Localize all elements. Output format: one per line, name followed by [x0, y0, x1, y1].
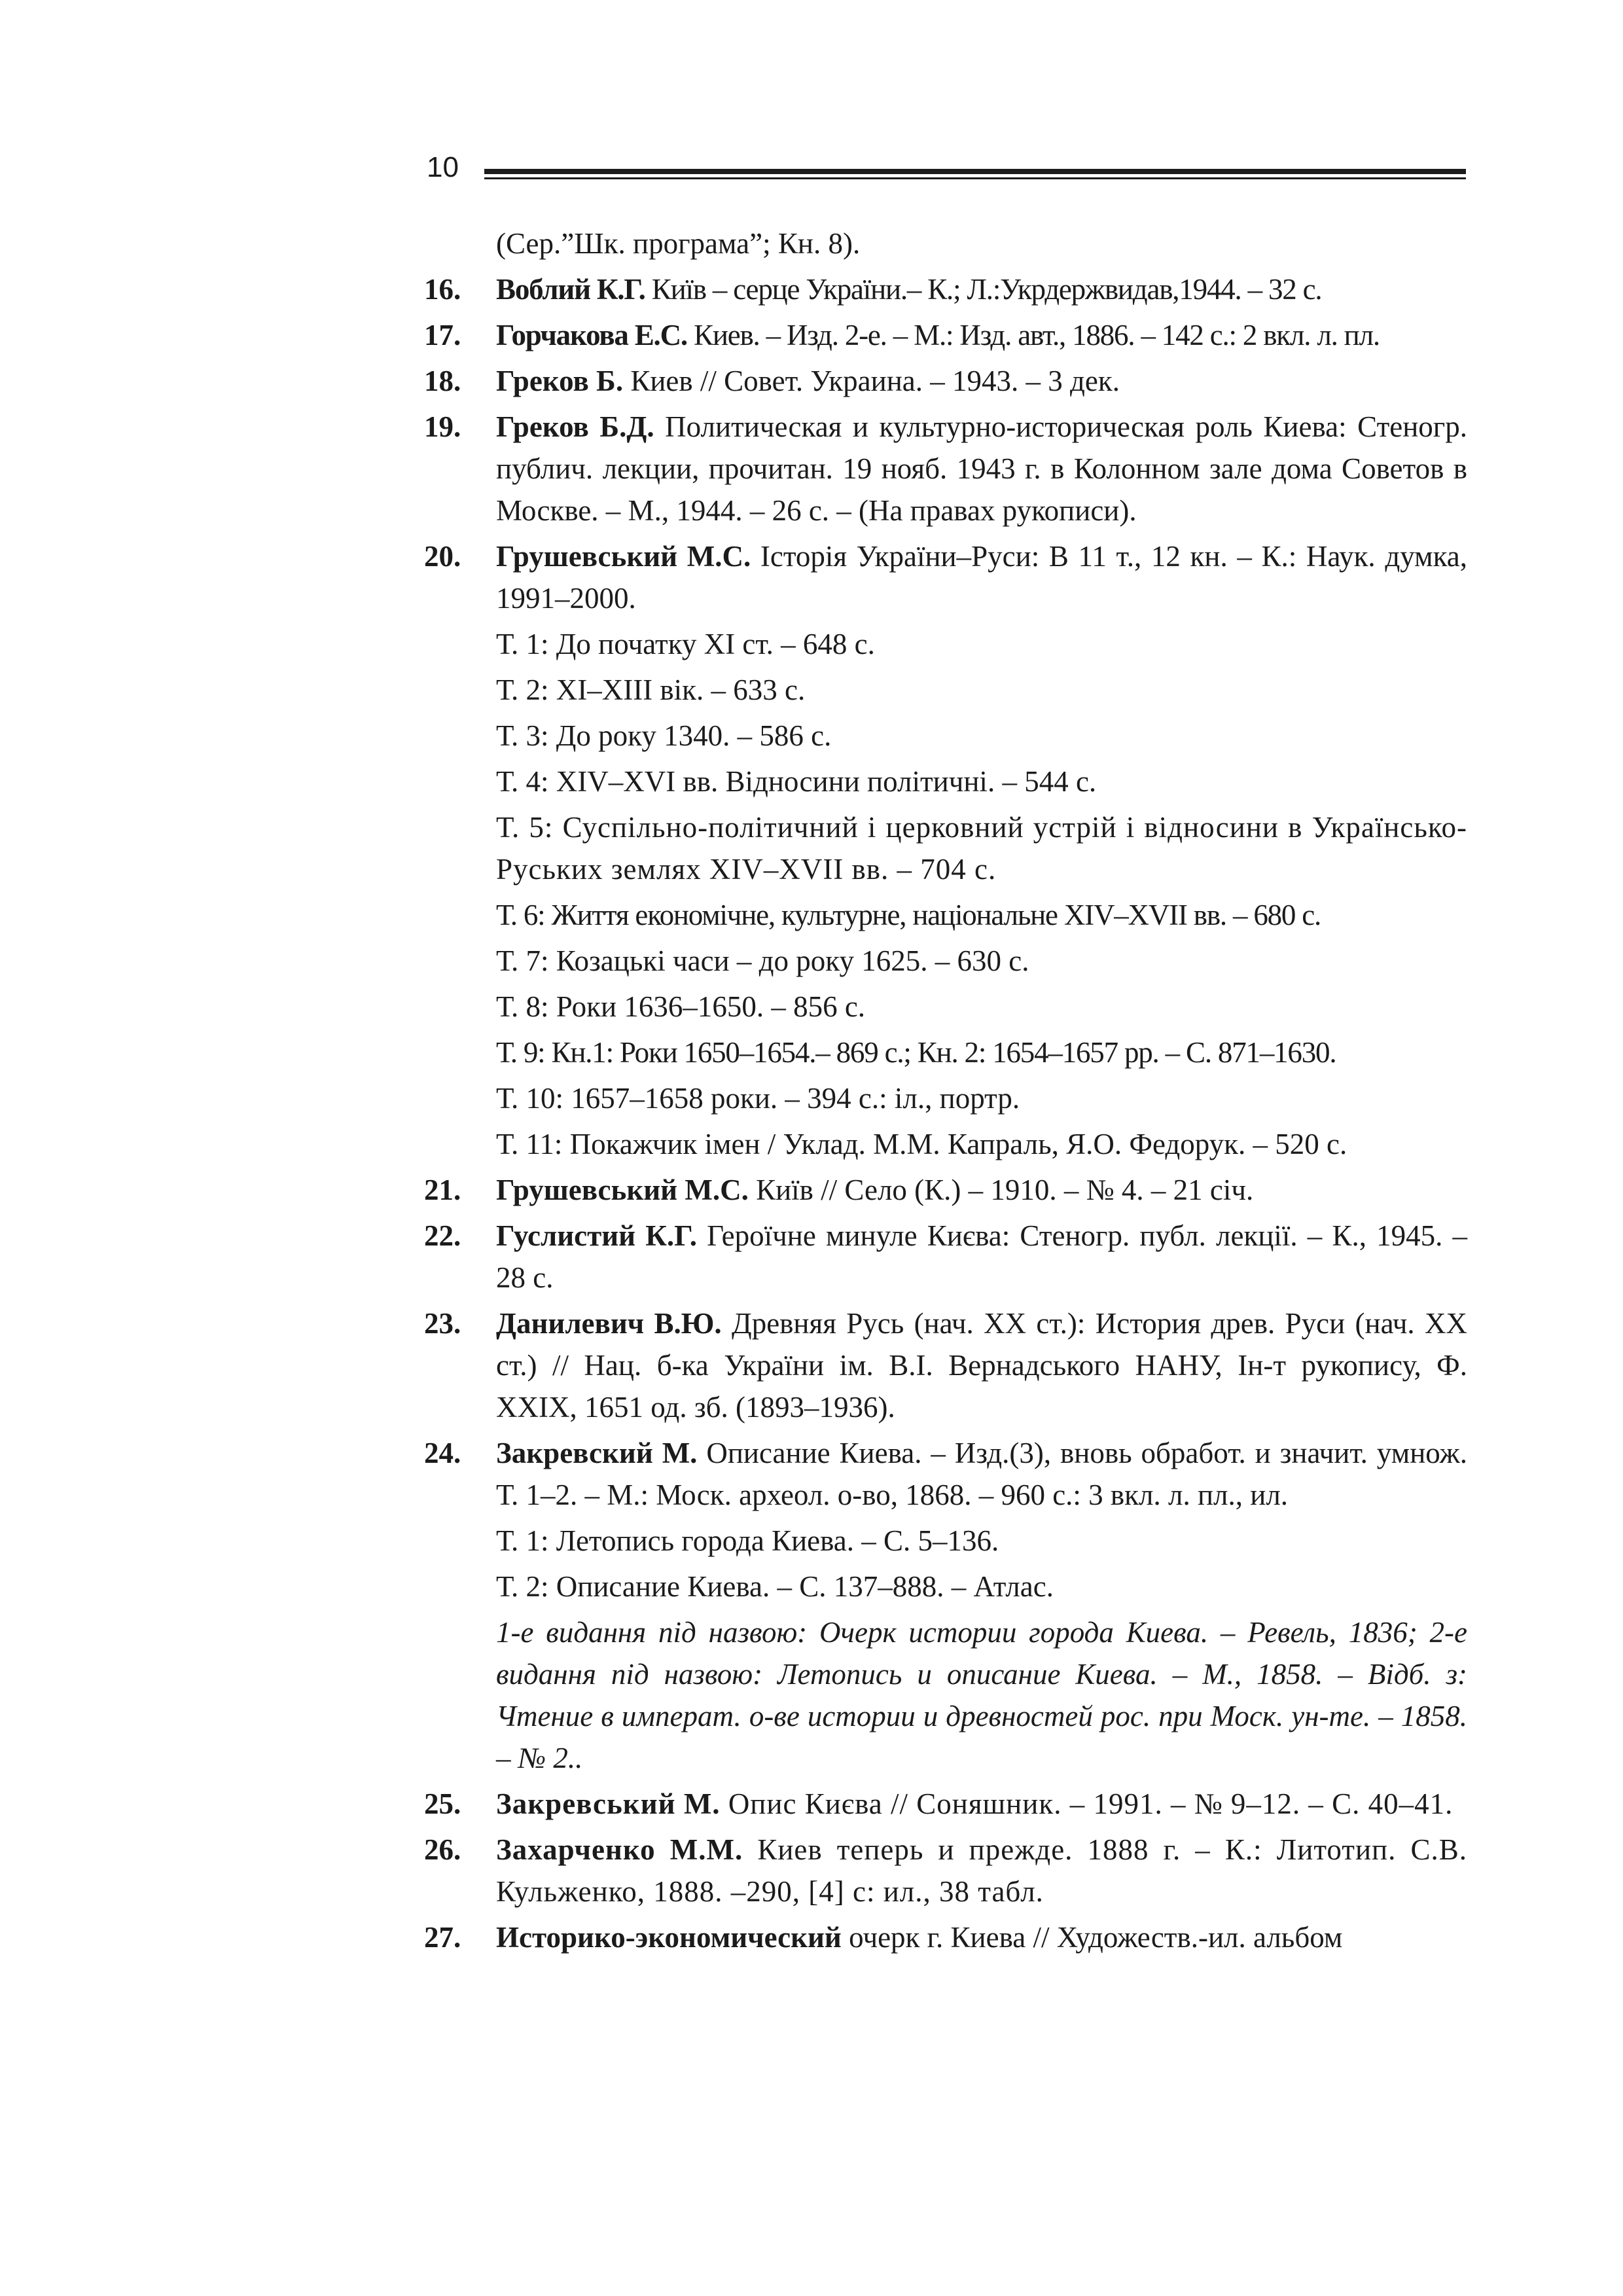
entry-text — [496, 535, 1467, 619]
entry-author: Горчакова Е.С. — [496, 319, 687, 351]
continuation-line: (Сер.”Шк. програма”; Кн. 8). — [496, 227, 861, 260]
bib-entry-16 — [424, 268, 1467, 310]
entry-text — [496, 1432, 1467, 1516]
entry-description: Героїчне минуле Києва: Стеногр. публ. лекції. – К., 1945. – 28 с. — [496, 1219, 1467, 1294]
bib-entry-19 — [424, 406, 1467, 531]
entry-number: 27. — [424, 1921, 461, 1954]
entry-description: Древняя Русь (нач. XX ст.): История древ. Руси (нач. XX ст.) // Нац. б-ка України ім. В.І. Вернадського НАНУ, Ін-т рукопису, Ф. XXIX, 1651 од. зб. (1893–1936). — [496, 1307, 1467, 1424]
bib-entry-23 — [424, 1302, 1467, 1428]
entry-author: Историко-экономический — [496, 1921, 842, 1954]
entry-description: Киев теперь и прежде. 1888 г. – К.: Литотип. С.В. Кульженко, 1888. –290, [4] с: ил., 38 табл. — [496, 1833, 1467, 1908]
volume-line: Т. 5: Суспільно-політичний і церковний устрій і відносини в Українсько-Руських землях XIV–XVII вв. – 704 с. — [496, 811, 1467, 886]
entry-description: Київ // Село (К.) – 1910. – № 4. – 21 січ. — [748, 1174, 1254, 1206]
bib-entry-27 — [424, 1916, 1467, 1958]
bib-entry-24 — [424, 1432, 1467, 1516]
volume-line: Т. 1: Летопись города Киева. – С. 5–136. — [496, 1524, 999, 1557]
entry-number: 25. — [424, 1787, 461, 1820]
header-rule-thick — [484, 169, 1466, 174]
volume-line: Т. 9: Кн.1: Роки 1650–1654.– 869 с.; Кн. 2: 1654–1657 рр. – С. 871–1630. — [496, 1036, 1336, 1069]
volume-line: Т. 11: Покажчик імен / Уклад. М.М. Капраль, Я.О. Федорук. – 520 с. — [496, 1128, 1347, 1160]
entry-description: очерк г. Киева // Художеств.-ил. альбом — [841, 1921, 1343, 1954]
entry-author: Воблий К.Г. — [496, 273, 645, 306]
volume-line: Т. 6: Життя економічне, культурне, національне XIV–XVII вв. – 680 с. — [496, 899, 1321, 931]
volume-line: Т. 1: До початку XI ст. – 648 с. — [496, 628, 875, 660]
entry-text — [496, 1783, 1467, 1825]
bib-entry-20 — [424, 535, 1467, 619]
bib-entry-18 — [424, 360, 1467, 402]
volume-line: Т. 7: Козацькі часи – до року 1625. – 630 с. — [496, 944, 1029, 977]
entry-number: 21. — [424, 1174, 461, 1206]
entry-text — [496, 406, 1467, 531]
entry-description: Киев. – Изд. 2-е. – М.: Изд. авт., 1886. – 142 с.: 2 вкл. л. пл. — [687, 319, 1380, 351]
entry-author: Закревський М. — [496, 1787, 721, 1820]
entry-author: Грушевський М.С. — [496, 1174, 749, 1206]
entry-author: Данилевич В.Ю. — [496, 1307, 722, 1340]
volume-line: Т. 4: XIV–XVI вв. Відносини політичні. – 544 с. — [496, 765, 1097, 798]
volume-line: Т. 2: Описание Киева. – С. 137–888. – Атлас. — [496, 1570, 1054, 1603]
bib-entry-17 — [424, 314, 1467, 356]
entry-author: Грушевський М.С. — [496, 540, 751, 573]
entry-author: Гуслистий К.Г. — [496, 1219, 697, 1252]
entry-number: 20. — [424, 540, 461, 573]
header-rule — [484, 169, 1466, 179]
entry-text — [496, 1215, 1467, 1299]
entry-text — [496, 1169, 1467, 1211]
entry-description: Киев // Совет. Украина. – 1943. – 3 дек. — [623, 365, 1120, 397]
entry-number: 23. — [424, 1307, 461, 1340]
bib-entry-22 — [424, 1215, 1467, 1299]
entry-author: Греков Б. — [496, 365, 624, 397]
header-rule-thin — [484, 177, 1466, 179]
entry-text — [496, 268, 1467, 310]
entry-number: 19. — [424, 410, 461, 443]
volume-line: Т. 8: Роки 1636–1650. – 856 с. — [496, 990, 866, 1023]
bib-entry-25 — [424, 1783, 1467, 1825]
edition-note: 1-е видання під назвою: Очерк истории города Киева. – Ревель, 1836; 2-е видання під назвою: Летопись и описание Киева. – М., 1858. – Відб. з: Чтение в императ. о-ве истории и древностей рос. при Моск. ун-те. – 1858. – № 2.. — [496, 1616, 1467, 1774]
entry-text — [496, 1302, 1467, 1428]
page-number: 10 — [427, 151, 459, 183]
entry-text — [496, 1916, 1467, 1958]
entry-author: Закревский М. — [496, 1437, 698, 1469]
entry-description: Київ – серце України.– К.; Л.:Укрдержвидав,1944. – 32 с. — [645, 273, 1322, 306]
entry-text — [496, 360, 1467, 402]
volume-line: Т. 3: До року 1340. – 586 с. — [496, 719, 832, 752]
entry-number: 17. — [424, 319, 461, 351]
entry-description: Історія України–Руси: В 11 т., 12 кн. – К.: Наук. думка, 1991–2000. — [496, 540, 1468, 615]
entry-number: 24. — [424, 1437, 461, 1469]
entry-description: Опис Києва // Соняшник. – 1991. – № 9–12. – С. 40–41. — [720, 1787, 1454, 1820]
entry-text — [496, 1829, 1467, 1912]
bib-entry-21 — [424, 1169, 1467, 1211]
bib-entry-26 — [424, 1829, 1467, 1912]
entry-author: Захарченко М.М. — [496, 1833, 743, 1866]
bibliography-list — [424, 223, 1467, 1962]
entry-author: Греков Б.Д. — [496, 410, 654, 443]
volume-line: Т. 10: 1657–1658 роки. – 394 с.: іл., портр. — [496, 1082, 1020, 1115]
entry-description: Политическая и культурно-историческая роль Киева: Стеногр. публич. лекции, прочитан. 19 нояб. 1943 г. в Колонном зале дома Советов в Москве. – М., 1944. – 26 с. – (На правах рукописи). — [496, 410, 1468, 527]
entry-number: 22. — [424, 1219, 461, 1252]
volume-line: Т. 2: XI–XIII вік. – 633 с. — [496, 673, 806, 706]
entry-number: 18. — [424, 365, 461, 397]
entry-number: 26. — [424, 1833, 461, 1866]
entry-number: 16. — [424, 273, 461, 306]
entry-description: Описание Киева. – Изд.(3), вновь обработ. и значит. умнож. Т. 1–2. – М.: Моск. археол. о-во, 1868. – 960 с.: 3 вкл. л. пл., ил. — [496, 1437, 1467, 1511]
entry-text — [496, 314, 1467, 356]
